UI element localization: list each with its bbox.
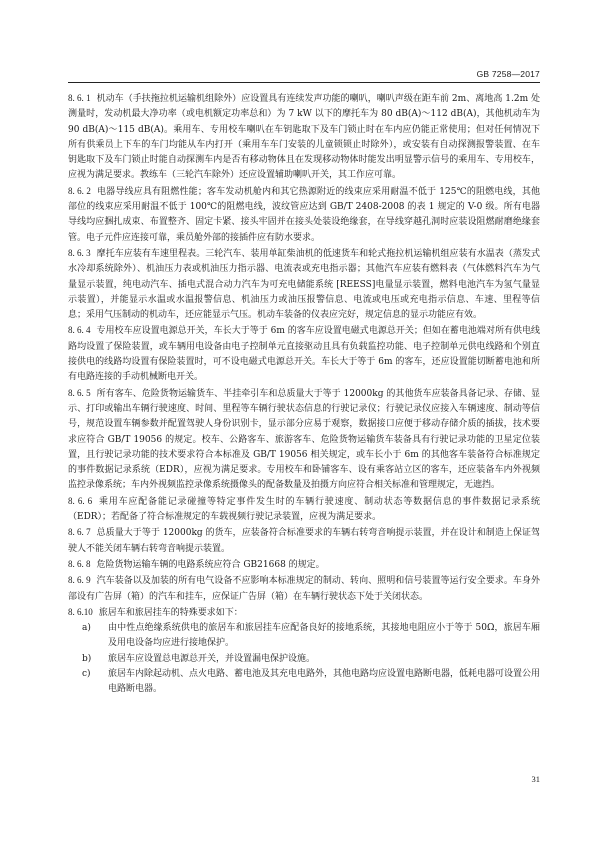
clause-text: 汽车装备以及加装的所有电气设备不应影响本标准规定的制动、转向、照明和信号装置等运行安全要求。车身外部设有广告屏（箱）的汽车和挂车，应保证广告屏（箱）在车辆行驶状态下处于关闭状态。 xyxy=(68,576,540,602)
clause-text: 专用校车应设置电源总开关，车长大于等于 6m 的客车应设置电磁式电源总开关；但如在蓄电池端对所有供电线路均设置了保险装置，或车辆用电设备由电子控制单元直接驱动且具有负载监控功能、电子控制单元供电线路和个别直接供电的线路均设置有保险装置时，可不设电磁式电源总开关。车长大于等于 6m 的客车，还应设置能切断蓄电池和所有电路连接的手动机械断电开关。 xyxy=(68,326,540,383)
clause-text: 机动车（手扶拖拉机运输机组除外）应设置具有连续发声功能的喇叭，喇叭声级在距车前 2m、离地高 1.2m 处测量时，发动机最大净功率（或电机额定功率总和）为 7 kW 以下的摩托车为 80 dB(A)～112 dB(A)，其他机动车为 90 dB(A)～115 dB(A)。乘用车、专用校车喇叭在车钥匙取下及车门锁止时在车内应仍能正常使用；但对任何情况下所有供乘员上下车的车门均能从车内打开（乘用车车门安装的儿童锁锁止时除外），或安装有自动探测报警装置、在车钥匙取下及车门锁止时能自动探测车内是否有移动物体且在发现移动物体时能发出明显警示信号的乘用车、专用校车，应视为满足要求。教练车（三轮汽车除外）还应设置辅助喇叭开关，其工作应可靠。 xyxy=(68,94,540,181)
clause-8-6-3 xyxy=(68,246,540,323)
list-item-text: 由中性点绝缘系统供电的旅居车和旅居挂车应配备良好的接地系统，其接地电阻应小于等于 50Ω，旅居车厢及用电设备均应进行接地保护。 xyxy=(108,623,540,649)
clause-number: 8. 6. 2 xyxy=(68,185,91,196)
document-body xyxy=(68,91,540,698)
clause-number: 8. 6. 9 xyxy=(68,575,91,586)
clause-number: 8. 6.10 xyxy=(68,606,93,617)
clause-8-6-1 xyxy=(68,91,540,184)
clause-number: 8. 6. 7 xyxy=(68,527,91,538)
clause-number: 8. 6. 4 xyxy=(68,325,91,336)
page-number: 31 xyxy=(531,774,540,784)
clause-8-6-9 xyxy=(68,573,540,605)
list-item-label: b) xyxy=(82,653,92,664)
list-item-label: a) xyxy=(82,623,91,634)
clause-8-6-7 xyxy=(68,525,540,557)
clause-text: 摩托车应装有车速里程表。三轮汽车、装用单缸柴油机的低速货车和轮式拖拉机运输机组应装有水温表（蒸发式水冷却系统除外）、机油压力表或机油压力指示器、电流表或充电指示器；其他汽车应装有燃料表（气体燃料汽车为气量显示装置，纯电动汽车、插电式混合动力汽车为可充电储能系统 [REESS]电量显示装置，燃料电池汽车为氢气量显示装置），并能显示水温或水温报警信息、机油压力或油压报警信息、电流或电压或充电指示信息、车速、里程等信息；采用气压制动的机动车，还应能显示气压。机动车装备的仪表应完好，规定信息的显示功能应有效。 xyxy=(68,248,540,321)
clause-8-6-6 xyxy=(68,494,540,526)
clause-8-6-8 xyxy=(68,557,540,573)
clause-text: 所有客车、危险货物运输货车、半挂牵引车和总质量大于等于 12000kg 的其他货车应装备具备记录、存储、显示、打印或输出车辆行驶速度、时间、里程等车辆行驶状态信息的行驶记录仪；行驶记录仪应接入车辆速度、制动等信号，规范设置车辆参数并配置驾驶人身份识别卡，显示部分应易于观察，数据接口应便于移动存储介质的插拔，技术要求应符合 GB/T 19056 的规定。校车、公路客车、旅游客车、危险货物运输货车装备具有行驶记录功能的卫星定位装置，且行驶记录功能的技术要求符合本标准及 GB/T 19056 相关规定，或车长小于 6m 的其他客车装备符合标准规定的事件数据记录系统（EDR），应视为满足要求。专用校车和卧铺客车、设有乘客站立区的客车，还应装备车内外视频监控录像系统；车内外视频监控录像系统摄像头的配备数量及拍摄方向应符合相关标准和管理规定，无遮挡。 xyxy=(68,388,541,491)
clause-number: 8. 6. 8 xyxy=(68,558,91,569)
list-item xyxy=(68,652,540,667)
list-item xyxy=(68,667,540,698)
clause-number: 8. 6. 5 xyxy=(68,387,91,398)
clause-8-6-5 xyxy=(68,386,540,494)
clause-number: 8. 6. 6 xyxy=(68,495,93,506)
clause-text: 危险货物运输车辆的电路系统应符合 GB21668 的规定。 xyxy=(96,559,325,570)
clause-text: 电器导线应具有阻燃性能；客车发动机舱内和其它热源附近的线束应采用耐温不低于 125℃的阻燃电线，其他部位的线束应采用耐温不低于 100℃的阻燃电线，波纹管应达到 GB/T 2408-2008 的表 1 规定的 V-0 级。所有电器导线均应捆扎成束、布置整齐、固定卡紧、接头牢固并在接头处装设绝缘套，在导线穿越孔洞时应装设阻燃耐磨绝缘套管。电子元件应连接可靠，乘员舱外部的接插件应有防水要求。 xyxy=(68,186,540,243)
standard-code: GB 7258—2017 xyxy=(476,69,540,79)
clause-text: 乘用车应配备能记录碰撞等特定事件发生时的车辆行驶速度、制动状态等数据信息的事件数据记录系统（EDR）；若配备了符合标准规定的车载视频行驶记录装置，应视为满足要求。 xyxy=(68,496,540,523)
clause-text: 总质量大于等于 12000kg 的货车，应装备符合标准要求的车辆右转弯音响提示装置，并在设计和制造上保证驾驶人不能关闭车辆右转弯音响提示装置。 xyxy=(68,528,541,554)
list-item-text: 旅居车内除起动机、点火电路、蓄电池及其充电电路外，其他电路均应设置电路断电器，低耗电器可设置公用电路断电器。 xyxy=(108,668,541,695)
header-divider xyxy=(68,82,540,83)
sub-item-list xyxy=(68,621,540,697)
clause-text: 旅居车和旅居挂车的特殊要求如下： xyxy=(98,607,243,618)
list-item xyxy=(68,621,540,652)
clause-8-6-2 xyxy=(68,184,540,246)
clause-number: 8. 6. 1 xyxy=(68,93,91,103)
clause-8-6-10 xyxy=(68,605,540,621)
clause-number: 8. 6. 3 xyxy=(68,247,91,258)
list-item-text: 旅居车应设置总电源总开关，并设置漏电保护设施。 xyxy=(108,653,316,664)
list-item-label: c) xyxy=(82,668,91,679)
clause-8-6-4 xyxy=(68,323,540,385)
